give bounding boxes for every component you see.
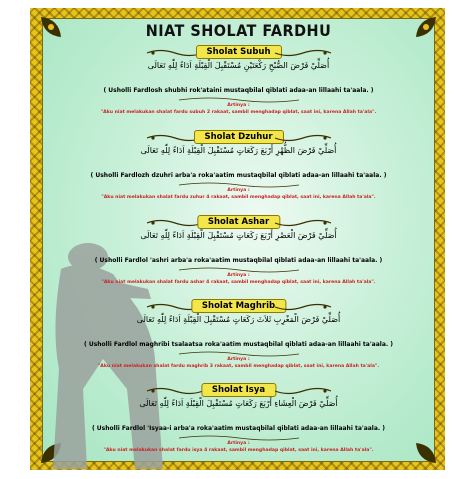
- latin-transliteration: ( Usholli Fardlosh shubhi rok'ataini mustaqbilal qiblati adaa-an lillaahi ta'aala. ): [103, 87, 374, 94]
- arabic-niat-text: أُصَلِّيْ فَرْضَ الصُّبْحِ رَكْعَتَيْنِ مُسْتَقْبِلَ الْقِبْلَةِ اَدَاءً لِلّٰهِ تَعَالَى: [147, 61, 330, 70]
- meaning-text: "Aku niat melakukan shalat fardu isya 4 rakaat, sambil menghadap qiblat, saat ini, karena Allah ta'ala".: [103, 448, 374, 453]
- arabic-niat-text: أُصَلِّيْ فَرْضَ الظُّهْرِ أَرْبَعَ رَكَعَاتٍ مُسْتَقْبِلَ الْقِبْلَةِ اَدَاءً لِلّٰهِ تَعَالَى: [140, 146, 337, 155]
- prayer-section: [43, 215, 434, 299]
- prayer-section: [43, 299, 434, 383]
- flourish-ornament-icon: [273, 48, 333, 58]
- flourish-ornament-icon: [145, 386, 205, 396]
- artinya-label: Artinya :: [227, 103, 250, 108]
- prayer-name-badge: Sholat Subuh: [195, 45, 281, 59]
- prayer-section: [43, 383, 434, 467]
- prayer-section: [43, 45, 434, 129]
- prayer-name-badge: Sholat Maghrib: [191, 299, 286, 313]
- latin-transliteration: ( Usholli Fardlol maghribi tsalaatsa roka'aatim mustaqbilal qiblati adaa-an lillaahi ta'aala. ): [84, 341, 393, 348]
- prayer-name-badge: Sholat Isya: [201, 383, 276, 397]
- flourish-ornament-icon: [273, 133, 333, 143]
- flourish-ornament-icon: [145, 218, 205, 228]
- arabic-niat-text: أُصَلِّيْ فَرْضَ الْمَغْرِبِ ثَلاَثَ رَكَعَاتٍ مُسْتَقْبِلَ الْقِبْلَةِ اَدَاءً لِلّٰهِ تَعَالَى: [136, 315, 341, 324]
- meaning-text: "Aku niat melakukan shalat fardu ashar 4 rakaat, sambil menghadap qiblat, saat ini, karena Allah ta'ala".: [101, 280, 376, 285]
- latin-transliteration: ( Usholli Fardlozh dzuhri arba'a roka'aatim mustaqbilal qiblati adaa-an lillaahi ta'aala. ): [90, 172, 387, 179]
- arabic-niat-text: أُصَلِّيْ فَرْضَ الْعِشَاءِ أَرْبَعَ رَكَعَاتٍ مُسْتَقْبِلَ الْقِبْلَةِ اَدَاءً لِلّٰهِ تَعَالَى: [139, 399, 338, 408]
- latin-transliteration: ( Usholli Fardlol 'Isyaa-i arba'a roka'aatim mustaqbilal qiblati adaa-an lillaahi ta'aala. ): [91, 425, 386, 432]
- meaning-text: "Aku niat melakukan shalat fardu subuh 2 rakaat, sambil menghadap qiblat, saat ini, karena Allah ta'ala".: [100, 110, 377, 115]
- artinya-label: Artinya :: [227, 441, 250, 446]
- flourish-ornament-icon: [273, 386, 333, 396]
- arabic-niat-text: أُصَلِّيْ فَرْضَ الْعَصْرِ أَرْبَعَ رَكَعَاتٍ مُسْتَقْبِلَ الْقِبْلَةِ اَدَاءً لِلّٰهِ تَعَالَى: [140, 231, 337, 240]
- prayer-name-badge: Sholat Dzuhur: [193, 130, 283, 144]
- artinya-label: Artinya :: [227, 273, 250, 278]
- poster-content: [42, 18, 435, 462]
- latin-transliteration: ( Usholli Fardlol 'ashri arba'a roka'aatim mustaqbilal qiblati adaa-an lillaahi ta'aala. ): [94, 257, 383, 264]
- artinya-label: Artinya :: [227, 357, 250, 362]
- artinya-label: Artinya :: [227, 188, 250, 193]
- flourish-ornament-icon: [273, 302, 333, 312]
- meaning-text: "Aku niat melakukan shalat fardu zuhur 4 rakaat, sambil menghadap qiblat, saat ini, karena Allah ta'ala".: [101, 195, 376, 200]
- page-title: NIAT SHOLAT FARDHU: [145, 21, 332, 40]
- prayer-name-badge: Sholat Ashar: [197, 215, 280, 229]
- meaning-text: "Aku niat melakukan shalat fardu maghrib 3 rakaat, sambil menghadap qiblat, saat ini, karena Allah ta'ala".: [97, 364, 380, 369]
- prayer-section: [43, 130, 434, 214]
- flourish-ornament-icon: [273, 218, 333, 228]
